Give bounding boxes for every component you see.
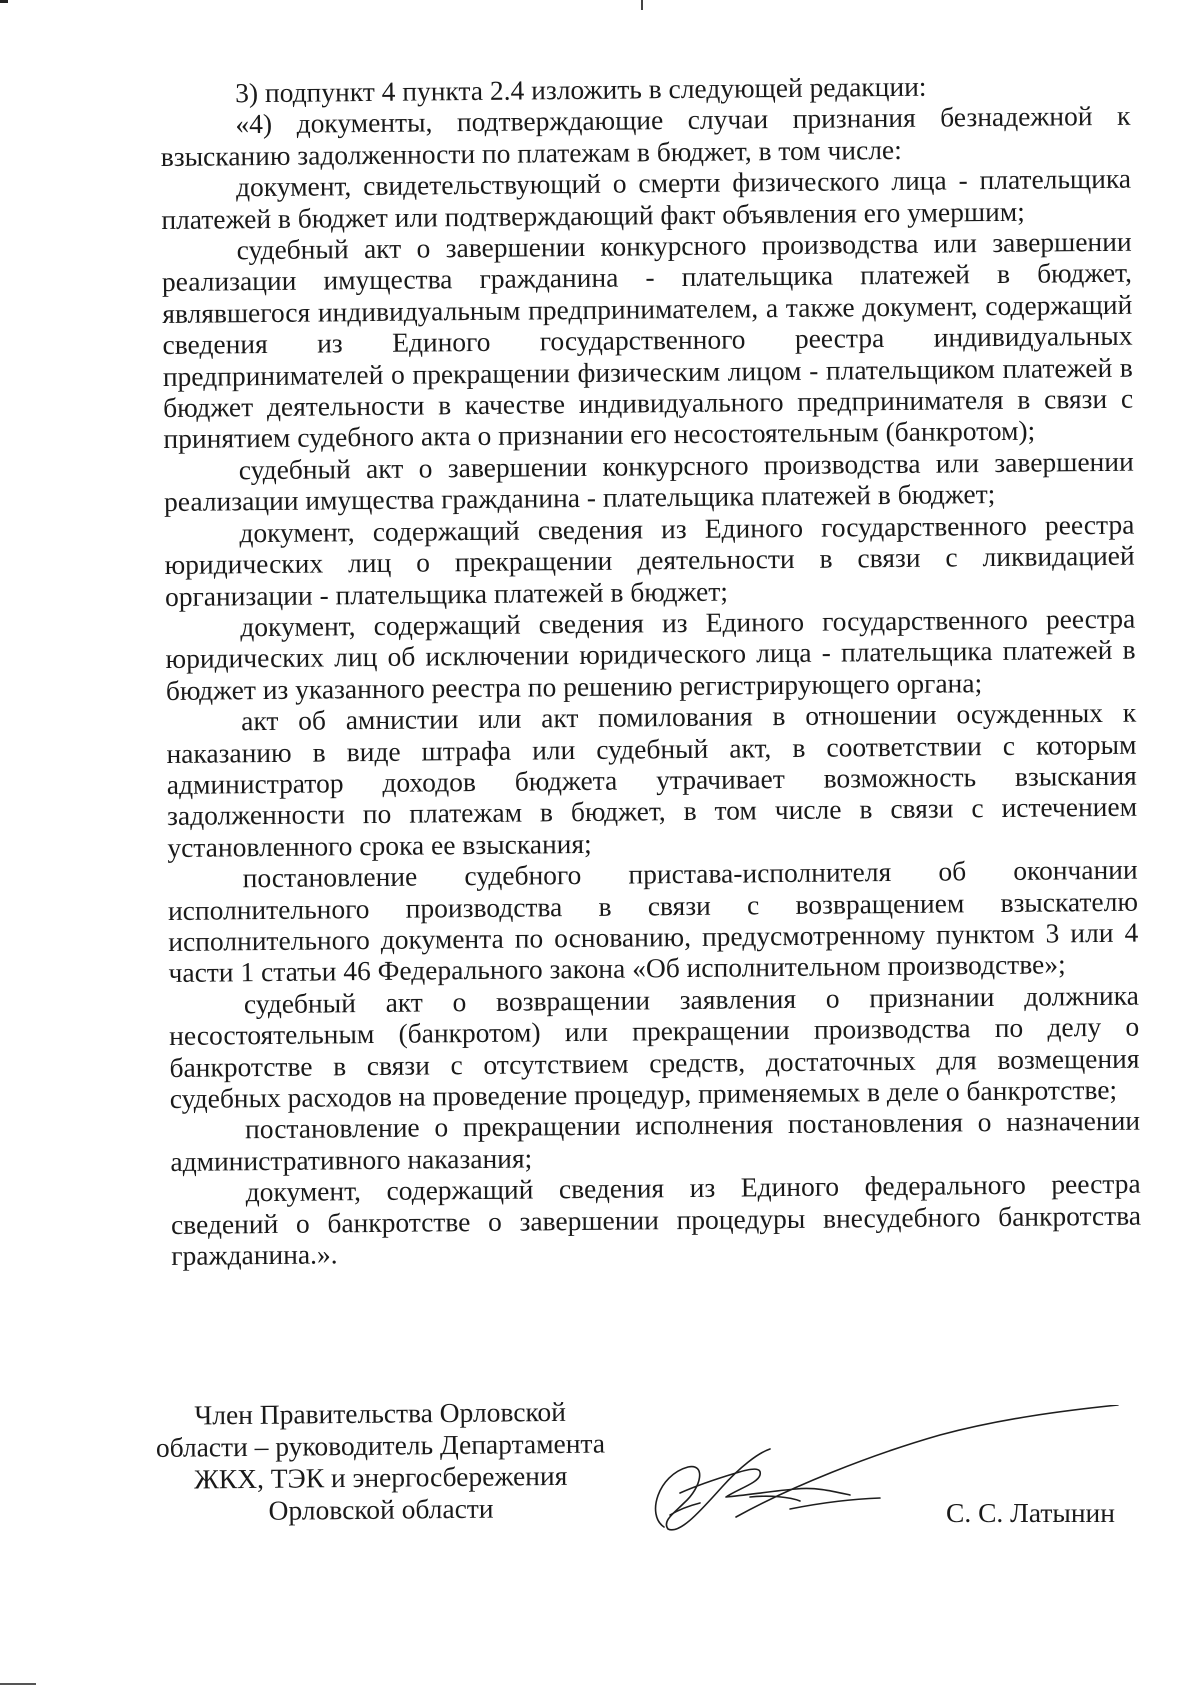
document-body [160,69,1141,1272]
signatory-title-line: Орловской области [268,1492,494,1526]
scan-corner-mark [0,0,8,3]
signer-name: С. С. Латынин [946,1497,1115,1528]
signatory-title [140,1395,621,1528]
paragraph-bailiff-resolution: постановление судебного пристава-исполнителя об окончании исполнительного производства в связи с возвращением взыскателю исполнительного документа по основанию, предусмотренному пунктом 3 или 4 части 1 статьи 46 Федерального закона «Об исполнительном производстве»; [167,853,1139,989]
paragraph-return-application: судебный акт о возвращении заявления о признании должника несостоятельным (банкротом) или прекращении производства по делу о банкротстве в связи с отсутствием средств, достаточных для возмещения судебных расходов на проведение процедур, применяемых в деле о банкротстве; [169,979,1140,1114]
paragraph-exclusion-registry: документ, содержащий сведения из Единого государственного реестра юридических лиц об исключении юридического лица - плательщика платежей в бюджет из указанного реестра по решению регистрирующего органа; [165,602,1136,706]
scan-top-mark [641,0,643,10]
paragraph-extrajudicial-bankruptcy: документ, содержащий сведения из Единого федерального реестра сведений о банкротстве о завершении процедуры внесудебного банкротства гражданина.». [170,1167,1142,1271]
paragraph-amnesty: акт об амнистии или акт помилования в отношении осужденных к наказанию в виде штрафа или судебный акт, в соответствии с которым администратор доходов бюджета утрачивает возможность взыскания задолженности по платежам в бюджет, в том числе в связи с истечением установленного срока ее взыскания; [166,696,1138,863]
paragraph-termination-execution: постановление о прекращении исполнения постановления о назначении административного наказания; [170,1105,1141,1177]
paragraph-item-3: 3) подпункт 4 пункта 2.4 изложить в следующей редакции: [234,70,927,109]
signatory-title-line: ЖКХ, ТЭК и энергосбережения [194,1459,568,1495]
paragraph-item-4-intro: «4) документы, подтверждающие случаи признания безнадежной к взысканию задолженности по платежам в бюджет, в том числе: [160,100,1131,172]
paragraph-bankruptcy-citizen: судебный акт о завершении конкурсного производства или завершении реализации имущества гражданина - плательщика платежей в бюджет; [163,445,1134,518]
signatory-title-line: области – руководитель Департамента [155,1427,606,1463]
paragraph-bankruptcy-entrepreneur: судебный акт о завершении конкурсного производства или завершении реализации имущества гражданина - плательщика платежей в бюджет, являвшегося индивидуальным предпринимателем, а также документ, содержащий сведения из Единого государственного реестра индивидуальных предпринимателей о прекращении физическим лицом - плательщиком платежей в бюджет деятельности в качестве индивидуального предпринимателя в связи с принятием судебного акта о признании его несостоятельным (банкротом); [161,225,1134,455]
paragraph-death-document: документ, свидетельствующий о смерти физического лица - плательщика платежей в бюджет или подтверждающий факт объявления его умершим; [161,162,1132,235]
handwritten-signature [640,1405,1120,1555]
signatory-title-line: Член Правительства Орловской [194,1395,567,1431]
scan-edge-mark [0,1683,36,1685]
paragraph-liquidation: документ, содержащий сведения из Единого государственного реестра юридических лиц о прекращении деятельности в связи с ликвидацией организации - плательщика платежей в бюджет; [164,508,1135,612]
